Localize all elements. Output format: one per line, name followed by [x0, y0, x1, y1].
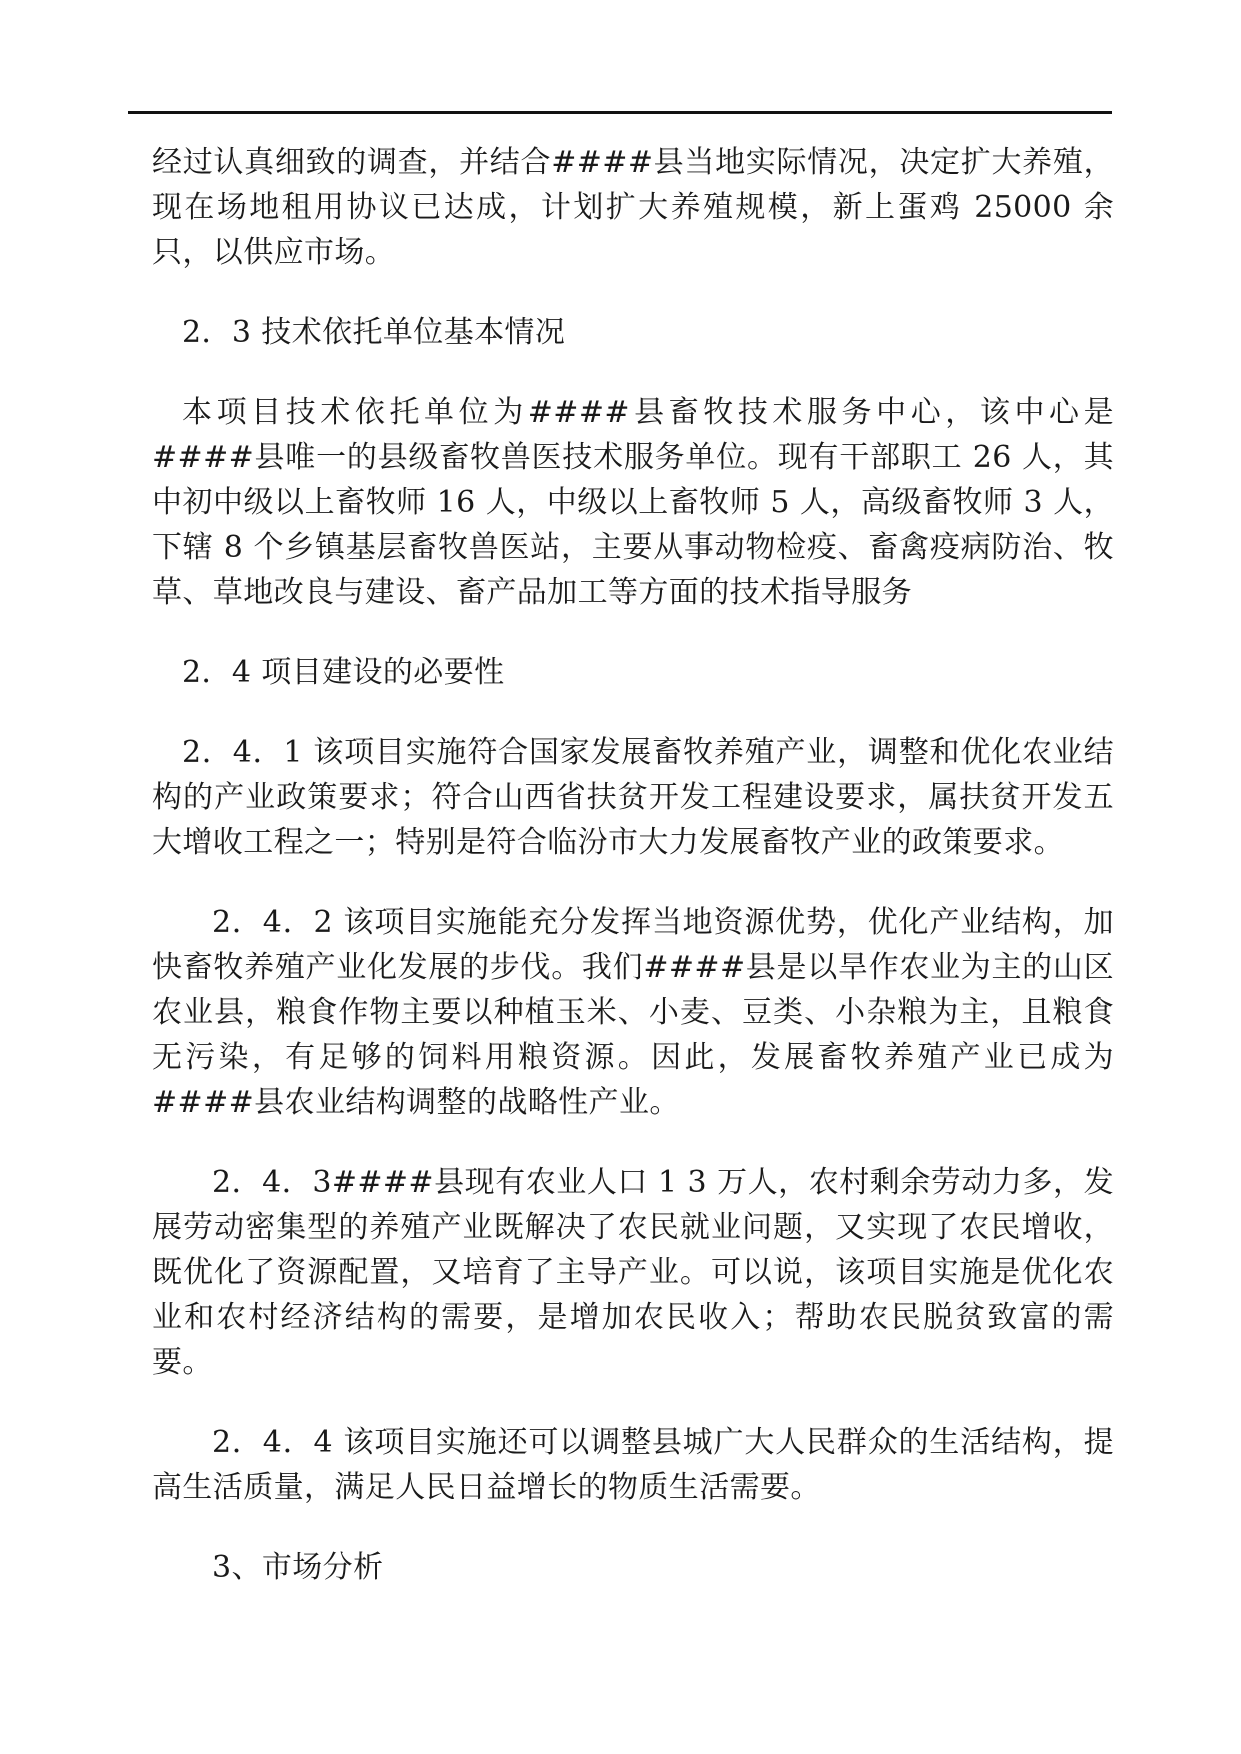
paragraph-2-4-3: 2．4．3####县现有农业人口 1 3 万人，农村剩余劳动力多，发展劳动密集型的养殖产业既解决了农民就业问题，又实现了农民增收，既优化了资源配置，又培育了主导产业。可以说，该项目实施是优化农业和农村经济结构的需要，是增加农民收入；帮助农民脱贫致富的需要。: [152, 1165, 1114, 1380]
paragraph-tech-support-unit: 本项目技术依托单位为####县畜牧技术服务中心，该中心是####县唯一的县级畜牧兽医技术服务单位。现有干部职工 26 人，其中初中级以上畜牧师 16 人，中级以上畜牧师 5 人，高级畜牧师 3 人，下辖 8 个乡镇基层畜牧兽医站，主要从事动物检疫、畜禽疫病防治、牧草、草地改良与建设、畜产品加工等方面的技术指导服务: [152, 395, 1114, 610]
header-rule: [128, 111, 1112, 114]
paragraph-intro: 经过认真细致的调查，并结合####县当地实际情况，决定扩大养殖，现在场地租用协议已达成，计划扩大养殖规模，新上蛋鸡 25000 余只，以供应市场。: [152, 145, 1114, 270]
document-body: [152, 140, 1114, 1625]
section-heading-3: 3、市场分析: [212, 1550, 384, 1585]
section-heading-2-4: 2．4 项目建设的必要性: [182, 655, 505, 690]
paragraph-2-4-4: 2．4．4 该项目实施还可以调整县城广大人民群众的生活结构，提高生活质量，满足人民日益增长的物质生活需要。: [152, 1425, 1114, 1505]
section-heading-2-3: 2．3 技术依托单位基本情况: [182, 315, 566, 350]
paragraph-2-4-2: 2．4．2 该项目实施能充分发挥当地资源优势，优化产业结构，加快畜牧养殖产业化发展的步伐。我们####县是以旱作农业为主的山区农业县，粮食作物主要以种植玉米、小麦、豆类、小杂粮为主，且粮食无污染，有足够的饲料用粮资源。因此，发展畜牧养殖产业已成为####县农业结构调整的战略性产业。: [152, 905, 1114, 1120]
paragraph-2-4-1: 2．4．1 该项目实施符合国家发展畜牧养殖产业，调整和优化农业结构的产业政策要求；符合山西省扶贫开发工程建设要求，属扶贫开发五大增收工程之一；特别是符合临汾市大力发展畜牧产业的政策要求。: [152, 735, 1114, 860]
